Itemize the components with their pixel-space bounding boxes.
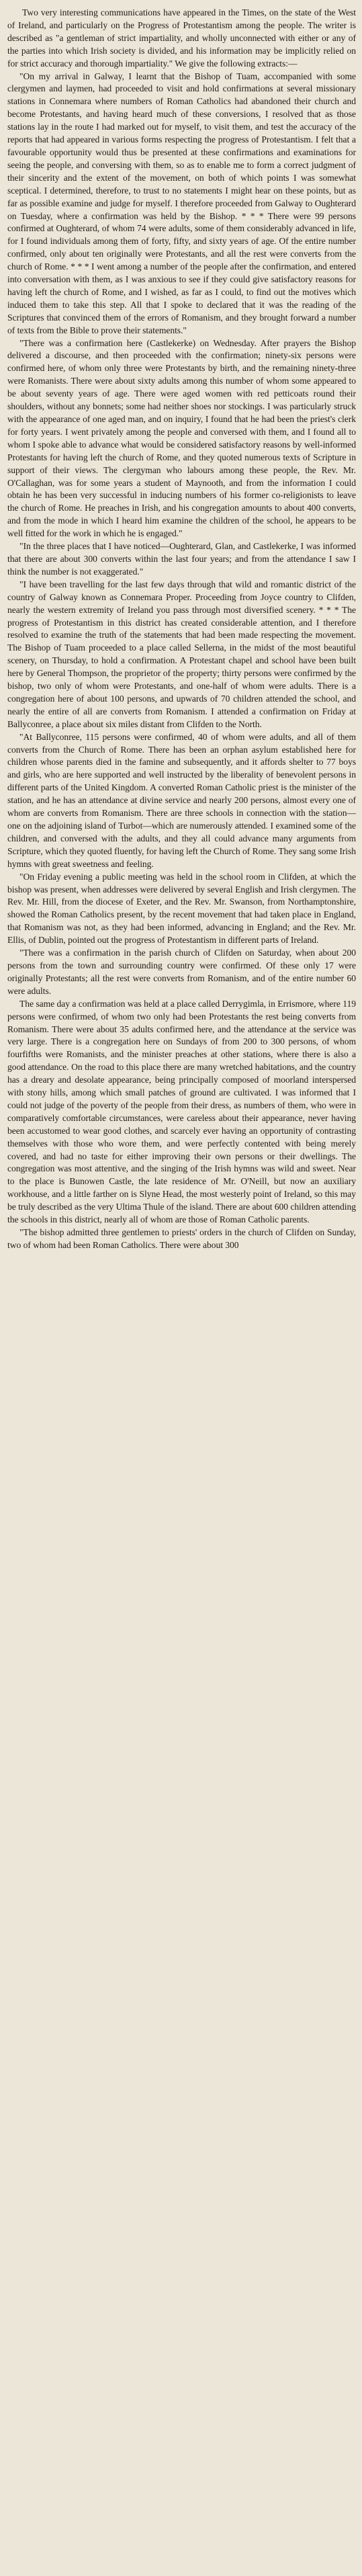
article-paragraph: "On my arrival in Galway, I learnt that the Bishop of Tuam, accompanied with some clergymen and laymen, had proceeded to visit and hold confirmations at several missionary stations in Connemara where numbers of Roman Catholics had abandoned their church and become Protestants, and having heard much of these conversions, I resolved that as those stations lay in the route I had marked out for myself, to visit them, and test the accuracy of the reports that had appeared in various forms respecting the progress of Protestantism. I felt that a favourable opportunity would thus be presented at these confirmations and examinations for seeing the people, and conversing with them, so as to enable me to form a correct judgment of their sincerity and the extent of the movement, on both of which points I was somewhat sceptical. I determined, therefore, to trust to no statements I might hear on these points, but as far as possible examine and judge for myself. I therefore proceeded from Galway to Oughterard on Tuesday, where a confirmation was held by the Bishop. * * * There were 99 persons confirmed at Oughterard, of whom 74 were adults, some of them considerably advanced in life, for I found individuals among them of forty, fifty, and sixty years of age. Of the entire number confirmed, only about ten originally were Protestants, and all the rest were converts from the church of Rome. * * * I went among a number of the people after the confirmation, and entered into conversation with them, as I was anxious to see if they could give satisfactory reasons for having left the church of Rome, and I wished, as far as I could, to find out the motives which induced them to take this step. All that I spoke to declared that it was the reading of the Scriptures that convinced them of the errors of Romanism, and they brought forward a number of texts from the Bible to prove their statements." — [7, 71, 356, 335]
article-paragraph: "At Ballyconree, 115 persons were confirmed, 40 of whom were adults, and all of them converts from the Church of Rome. There has been an orphan asylum established here for children whose parents died in the famine and subsequently, and it affords shelter to 77 boys and girls, who are here supported and well instructed by the liberality of benevolent persons in different parts of the United Kingdom. A converted Roman Catholic priest is the minister of the station, and he has an attendance at divine service and nearly 200 persons, almost every one of whom are converts from Romanism. There are three schools in connection with the station—one on the adjoining island of Turbot—which are numerously attended. I examined some of the children, and conversed with the adults, and they all could advance many arguments from Scripture, which they quoted fluently, for having left the Church of Rome. They sang some Irish hymns with great sweetness and feeling. — [7, 731, 356, 869]
article-paragraph: "There was a confirmation in the parish church of Clifden on Saturday, when about 200 persons from the town and surrounding country were confirmed. Of these only 17 were originally Protestants; all the rest were converts from Romanism, and of the entire number 60 were adults. — [7, 948, 356, 996]
article-paragraph: The same day a confirmation was held at a place called Derrygimla, in Errismore, where 119 persons were confirmed, of whom two only had been Protestants the rest being converts from Romanism. There were about 35 adults confirmed here, and the attendance at the service was very large. There is a congregation here on Sundays of from 200 to 300 persons, of whom fourfifths were Romanists, and the minister preaches at other stations, where there is also a good attendance. On the road to this place there are many wretched habitations, and the country has a dreary and desolate appearance, being principally composed of moorland interspersed with stony hills, among which small patches of ground are cultivated. I was informed that I could not judge of the poverty of the people from their dress, as numbers of them, who were in comparatively comfortable circumstances, were careless about their appearance, never having been accustomed to wear good clothes, and scarcely ever having an opportunity of contrasting themselves with those who wore them, and were perfectly contented with being merely covered, and had no taste for either improving their own persons or their dwellings. The congregation was most attentive, and the singing of the Irish hymns was wild and sweet. Near to the place is Bunowen Castle, the late residence of Mr. O'Neill, but now an auxiliary workhouse, and a little farther on is Slyne Head, the most westerly point of Ireland, so this may be truly described as the very Ultima Thule of the island. There are about 600 children attending the schools in this district, nearly all of whom are those of Roman Catholic parents. — [7, 998, 356, 1225]
article-paragraph: Two very interesting communications have appeared in the Times, on the state of the West of Ireland, and particularly on the Progress of Protestantism among the people. The writer is described as "a gentleman of strict impartiality, and wholly unconnected with either or any of the parties into which Irish society is divided, and his information may be implicitly relied on for strict accuracy and thorough impartiality." We give the following extracts:— — [7, 7, 356, 69]
article-paragraph: "I have been travelling for the last few days through that wild and romantic district of the country of Galway known as Connemara Proper. Proceeding from Joyce country to Clifden, nearly the western extremity of Ireland you pass through most diversified scenery. * * * The progress of Protestantism in this district has created considerable attention, and I therefore resolved to examine the truth of the statements that had been made respecting the movement. The Bishop of Tuam proceeded to a place called Sellerna, in the midst of the most beautiful scenery, on Thursday, to hold a confirmation. A Protestant chapel and school have been built here by General Thompson, the proprietor of the property; thirty persons were confirmed by the bishop, two only of whom were Protestants, and one-half of whom were adults. There is a congregation here of about 100 persons, and upwards of 70 children attended the school, and nearly the entire of all are converts from Romanism. I attended a confirmation on Friday at Ballyconree, a place about six miles distant from Clifden to the North. — [7, 579, 356, 729]
article-paragraph: "There was a confirmation here (Castlekerke) on Wednesday. After prayers the Bishop delivered a discourse, and then proceeded with the confirmation; ninety-six persons were confirmed here, of whom only three were Protestants by birth, and the remaining ninety-three were Romanists. There were about sixty adults among this number of whom some appeared to be about seventy years of age. There were aged women with red petticoats round their shoulders, without any bonnets; some had neither shoes nor stockings. I was particularly struck with the appearance of one aged man, and on inquiry, I found that he had been the priest's clerk for forty years. I went privately among the people and conversed with them, and I found all to whom I spoke able to advance what would be considered satisfactory reasons by well-informed Protestants for having left the church of Rome, and they quoted numerous texts of Scripture in support of their views. The clergyman who labours among these people, the Rev. Mr. O'Callaghan, was for some years a student of Maynooth, and from the information I could obtain he has been very successful in inducing numbers of his former co-religionists to leave the church of Rome. He preaches in Irish, and his congregation amounts to about 400 converts, and from the mode in which I heard him examine the children of the school, he appears to be well fitted for the work in which he is engaged." — [7, 337, 356, 539]
article-paragraph: "On Friday evening a public meeting was held in the school room in Clifden, at which the bishop was present, when addresses were delivered by several English and Irish clergymen. The Rev. Mr. Hill, from the diocese of Exeter, and the Rev. Mr. Swanson, from Northamptonshire, showed the Roman Catholics present, by the recent movement that had taken place in England, that Romanism was not, as they had been informed, advancing in England; and the Rev. Mr. Ellis, of Dublin, pointed out the progress of Protestantism in different parts of Ireland. — [7, 871, 356, 946]
article-paragraph: "The bishop admitted three gentlemen to priests' orders in the church of Clifden on Sunday, two of whom had been Roman Catholics. There were about 300 — [7, 1227, 356, 1250]
article-paragraph: "In the three places that I have noticed—Oughterard, Glan, and Castlekerke, I was informed that there are about 300 converts within the last four years; and from the attendance I saw I think the number is not exaggerated." — [7, 541, 356, 577]
